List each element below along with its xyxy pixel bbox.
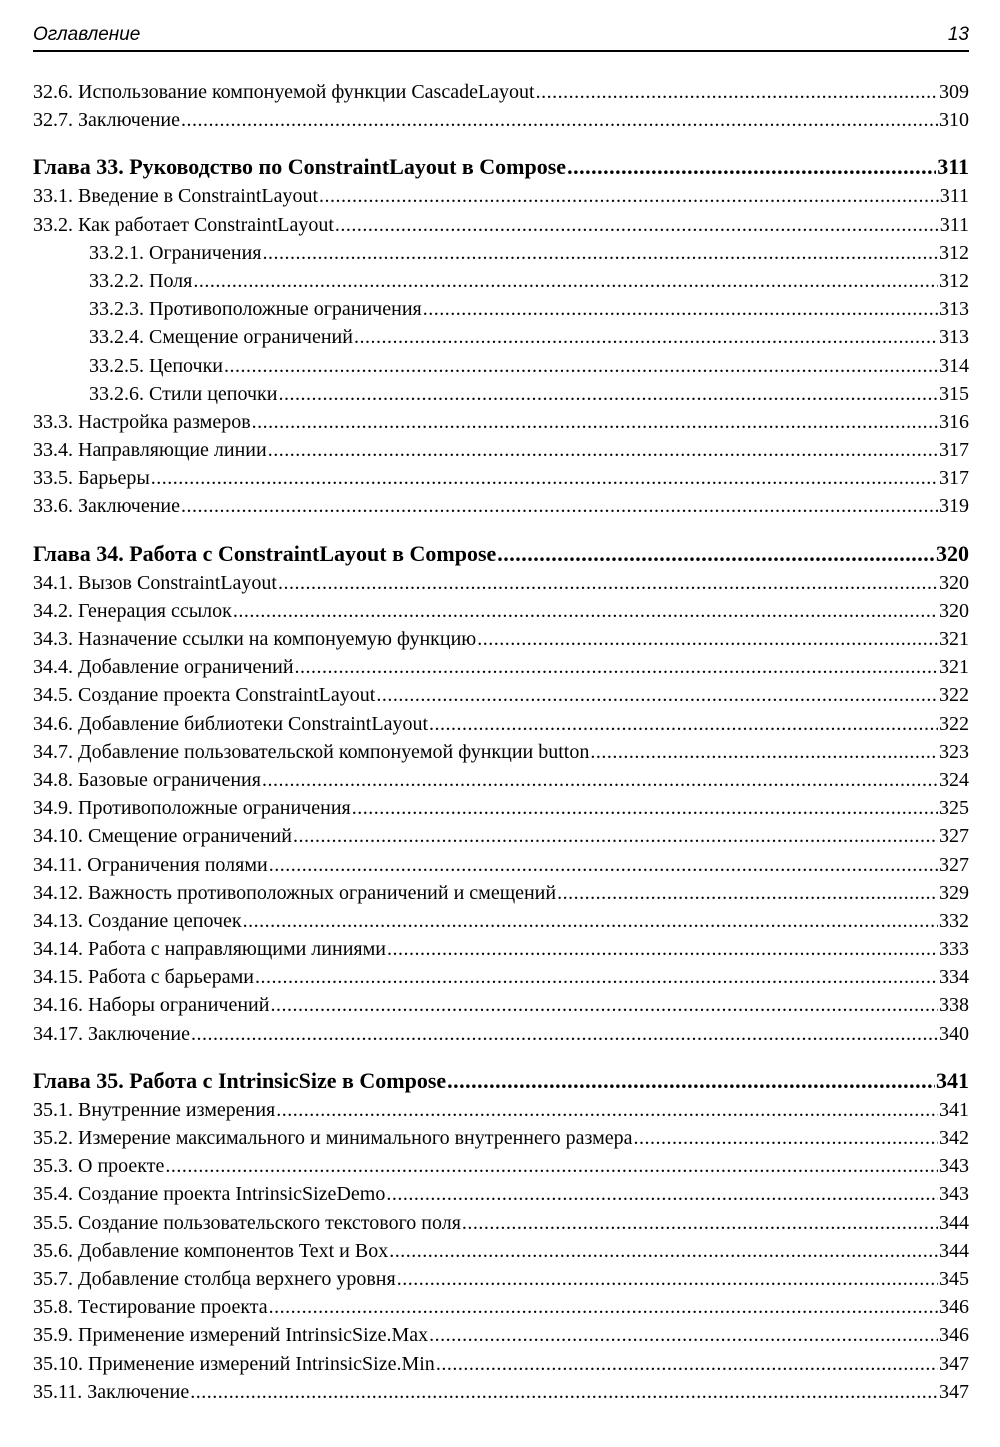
toc-entry: [33, 1293, 969, 1321]
toc-entry-page: 311: [937, 154, 969, 180]
toc-entry-page: 347: [939, 1380, 969, 1403]
toc-entry-label: 34.5. Создание проекта ConstraintLayout: [33, 684, 376, 707]
toc-entry-label: 34.4. Добавление ограничений: [33, 656, 294, 679]
toc-entry: [33, 182, 969, 210]
toc-entry: [33, 492, 969, 520]
toc-entry-page: 324: [939, 768, 969, 791]
dot-leader: [354, 323, 938, 351]
dot-leader: [386, 1180, 938, 1208]
dot-leader: [268, 436, 938, 464]
toc-entry: [33, 1209, 969, 1237]
toc-entry: [33, 738, 969, 766]
toc-entry: [33, 653, 969, 681]
dot-leader: [557, 879, 938, 907]
dot-leader: [590, 738, 938, 766]
toc-entry-page: 314: [939, 354, 969, 377]
toc-entry-page: 316: [939, 410, 969, 433]
toc-entry: [33, 1020, 969, 1048]
dot-leader: [423, 295, 938, 323]
toc-entry-page: 323: [939, 740, 969, 763]
dot-leader: [397, 1265, 938, 1293]
toc-entry: [33, 267, 969, 295]
dot-leader: [278, 569, 938, 597]
toc-entry: [33, 794, 969, 822]
toc-entry-page: 334: [939, 966, 969, 989]
toc-entry: [33, 380, 969, 408]
dot-leader: [269, 851, 938, 879]
toc-entry-page: 315: [939, 382, 969, 405]
toc-entry-page: 320: [939, 571, 969, 594]
toc-entry-label: 33.3. Настройка размеров: [33, 410, 251, 433]
toc-entry-label: 34.3. Назначение ссылки на компонуемую функцию: [33, 628, 477, 650]
toc-entry-label: 34.17. Заключение: [33, 1022, 190, 1045]
toc-chapter-entry: [33, 1066, 969, 1096]
toc-entry: [33, 963, 969, 991]
dot-leader: [181, 492, 938, 520]
toc-entry: [33, 1152, 969, 1180]
toc-entry: [33, 1096, 969, 1124]
toc-entry-label: 33.2.3. Противоположные ограничения: [89, 298, 422, 321]
toc-entry: [33, 352, 969, 380]
toc-entry-page: 309: [939, 81, 969, 103]
toc-entry-page: 317: [939, 439, 969, 462]
toc-entry: [33, 323, 969, 351]
toc-chapter-entry: [33, 539, 969, 569]
toc-entry-label: 35.11. Заключение: [33, 1380, 190, 1403]
toc-entry-label: Глава 34. Работа с ConstraintLayout в Compose: [33, 540, 497, 566]
dot-leader: [151, 464, 938, 492]
toc-entry: [33, 681, 969, 709]
toc-entry-page: 312: [939, 241, 969, 264]
toc-entry-label: 35.1. Внутренние измерения: [33, 1098, 276, 1121]
toc-entry-page: 343: [939, 1183, 969, 1206]
toc-entry-label: 33.1. Введение в ConstraintLayout: [33, 185, 319, 208]
dot-leader: [462, 1209, 938, 1237]
toc-entry: [33, 295, 969, 323]
dot-leader: [269, 1293, 938, 1321]
toc-entry-page: 341: [936, 1067, 969, 1093]
dot-leader: [335, 211, 939, 239]
toc-entry: [33, 1124, 969, 1152]
toc-entry-page: 321: [939, 656, 969, 679]
toc-entry-label: 35.6. Добавление компонентов Text и Box: [33, 1239, 389, 1262]
toc-entry: [33, 211, 969, 239]
toc-entry-page: 311: [939, 213, 969, 236]
toc-entry: [33, 1378, 969, 1406]
toc-entry: [33, 1180, 969, 1208]
dot-leader: [536, 78, 938, 106]
toc-entry-label: 35.10. Применение измерений IntrinsicSize.Min: [33, 1352, 435, 1375]
header-page-number: 13: [947, 24, 969, 45]
toc-chapter-entry: [33, 152, 969, 182]
dot-leader: [376, 681, 938, 709]
toc-entry: [33, 464, 969, 492]
dot-leader: [295, 653, 938, 681]
toc-entry: [33, 625, 969, 653]
dot-leader: [567, 152, 936, 182]
toc-entry-label: 35.4. Создание проекта IntrinsicSizeDemo: [33, 1183, 386, 1206]
toc-entry: [33, 879, 969, 907]
dot-leader: [429, 1321, 938, 1349]
toc-entry-page: 327: [939, 825, 969, 848]
toc-entry-page: 344: [939, 1211, 969, 1234]
toc-entry-page: 322: [939, 684, 969, 707]
dot-leader: [262, 239, 938, 267]
dot-leader: [447, 1066, 935, 1096]
toc-entry-page: 343: [939, 1155, 969, 1178]
dot-leader: [233, 597, 938, 625]
toc-entry: [33, 710, 969, 738]
toc-entry-label: 35.7. Добавление столбца верхнего уровня: [33, 1267, 396, 1290]
dot-leader: [191, 1020, 938, 1048]
dot-leader: [319, 182, 939, 210]
table-of-contents: [33, 78, 969, 1406]
toc-entry-page: 325: [939, 797, 969, 820]
toc-entry: [33, 436, 969, 464]
toc-entry-label: 33.2.1. Ограничения: [89, 241, 262, 264]
dot-leader: [270, 991, 938, 1019]
toc-entry: [33, 935, 969, 963]
toc-entry: [33, 822, 969, 850]
dot-leader: [633, 1124, 938, 1152]
toc-entry: [33, 408, 969, 436]
toc-entry-page: 319: [939, 495, 969, 518]
toc-entry-page: 317: [939, 467, 969, 490]
dot-leader: [497, 539, 935, 569]
toc-entry-label: 33.2.6. Стили цепочки: [89, 382, 278, 405]
toc-entry-label: 34.2. Генерация ссылок: [33, 599, 232, 622]
header-title: Оглавление: [33, 24, 141, 45]
toc-entry: [33, 1350, 969, 1378]
toc-entry-label: 35.3. О проекте: [33, 1155, 165, 1178]
toc-entry-label: 33.5. Барьеры: [33, 467, 150, 490]
toc-entry-label: 32.7. Заключение: [33, 109, 180, 132]
toc-entry-page: 340: [939, 1022, 969, 1045]
toc-entry: [33, 766, 969, 794]
toc-entry-label: 33.2.4. Смещение ограничений: [89, 326, 353, 349]
toc-entry-page: 333: [939, 938, 969, 961]
toc-entry: [33, 106, 969, 134]
toc-entry-page: 346: [939, 1296, 969, 1319]
dot-leader: [224, 352, 938, 380]
toc-entry-page: 329: [939, 881, 969, 904]
toc-entry-page: 313: [939, 326, 969, 349]
toc-entry-label: 35.5. Создание пользовательского текстового поля: [33, 1211, 461, 1234]
toc-entry-label: Глава 35. Работа с IntrinsicSize в Compose: [33, 1067, 447, 1093]
toc-entry-page: 321: [939, 628, 969, 650]
toc-entry-page: 332: [939, 909, 969, 932]
toc-entry-page: 338: [939, 994, 969, 1017]
dot-leader: [429, 710, 938, 738]
toc-entry-page: 341: [939, 1098, 969, 1121]
toc-entry-label: 34.7. Добавление пользовательской компонуемой функции button: [33, 740, 590, 763]
toc-entry-label: 35.9. Применение измерений IntrinsicSize.Max: [33, 1324, 429, 1347]
toc-entry: [33, 1321, 969, 1349]
toc-entry: [33, 991, 969, 1019]
dot-leader: [278, 380, 938, 408]
dot-leader: [352, 794, 938, 822]
toc-entry-label: 34.16. Наборы ограничений: [33, 994, 270, 1017]
toc-entry: [33, 569, 969, 597]
toc-entry-page: 342: [939, 1127, 969, 1149]
dot-leader: [190, 1378, 938, 1406]
toc-entry-page: 312: [939, 269, 969, 292]
toc-entry-page: 327: [939, 853, 969, 876]
toc-entry-page: 344: [939, 1239, 969, 1262]
toc-entry-page: 311: [939, 185, 969, 208]
toc-entry-page: 313: [939, 298, 969, 321]
dot-leader: [181, 106, 938, 134]
toc-entry-label: 34.6. Добавление библиотеки ConstraintLayout: [33, 712, 429, 735]
toc-entry-label: 34.8. Базовые ограничения: [33, 768, 261, 791]
toc-entry: [33, 597, 969, 625]
dot-leader: [436, 1350, 938, 1378]
dot-leader: [387, 935, 938, 963]
toc-entry-label: 35.8. Тестирование проекта: [33, 1296, 268, 1319]
toc-entry-label: 34.9. Противоположные ограничения: [33, 797, 351, 820]
toc-entry-page: 320: [936, 540, 969, 566]
toc-entry-label: 33.2.2. Поля: [89, 269, 193, 292]
dot-leader: [276, 1096, 938, 1124]
dot-leader: [165, 1152, 938, 1180]
toc-entry-label: 34.14. Работа с направляющими линиями: [33, 938, 386, 961]
running-header: [33, 20, 969, 52]
toc-entry-label: 33.2.5. Цепочки: [89, 354, 223, 377]
toc-entry-page: 347: [939, 1352, 969, 1375]
toc-entry-label: 33.4. Направляющие линии: [33, 439, 267, 462]
dot-leader: [252, 408, 938, 436]
toc-entry: [33, 907, 969, 935]
toc-entry-label: 34.1. Вызов ConstraintLayout: [33, 571, 277, 594]
toc-entry-page: 320: [939, 599, 969, 622]
toc-entry-page: 310: [939, 109, 969, 132]
dot-leader: [262, 766, 938, 794]
toc-entry-label: Глава 33. Руководство по ConstraintLayout в Compose: [33, 154, 567, 180]
dot-leader: [389, 1237, 938, 1265]
toc-entry-label: 35.2. Измерение максимального и минимального внутреннего размера: [33, 1127, 633, 1149]
toc-entry-label: 32.6. Использование компонуемой функции CascadeLayout: [33, 81, 535, 103]
dot-leader: [193, 267, 938, 295]
toc-entry-label: 34.10. Смещение ограничений: [33, 825, 292, 848]
dot-leader: [477, 625, 938, 653]
toc-entry: [33, 1237, 969, 1265]
toc-entry: [33, 851, 969, 879]
toc-entry-label: 33.6. Заключение: [33, 495, 180, 518]
toc-entry: [33, 1265, 969, 1293]
toc-entry-page: 322: [939, 712, 969, 735]
dot-leader: [293, 822, 938, 850]
toc-entry-label: 34.12. Важность противоположных ограничений и смещений: [33, 881, 557, 904]
toc-entry-label: 34.13. Создание цепочек: [33, 909, 242, 932]
dot-leader: [243, 907, 938, 935]
toc-entry: [33, 78, 969, 106]
toc-entry: [33, 239, 969, 267]
toc-entry-label: 34.15. Работа с барьерами: [33, 966, 254, 989]
toc-entry-label: 33.2. Как работает ConstraintLayout: [33, 213, 334, 236]
toc-entry-label: 34.11. Ограничения полями: [33, 853, 268, 876]
toc-entry-page: 345: [939, 1267, 969, 1290]
toc-entry-page: 346: [939, 1324, 969, 1347]
dot-leader: [255, 963, 938, 991]
